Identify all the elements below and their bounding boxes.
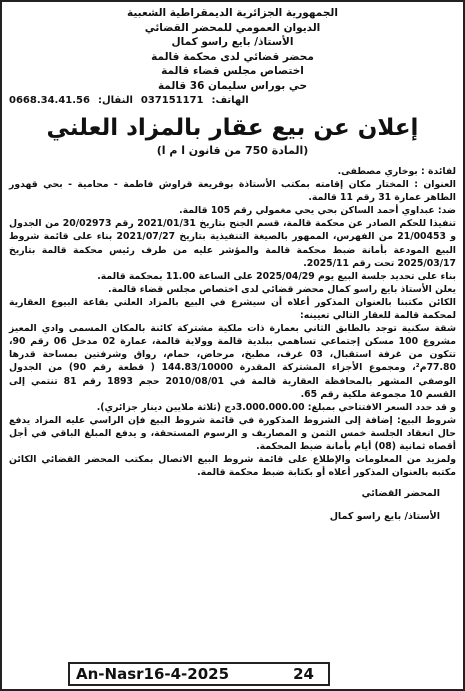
opening-price: و قد حدد السعر الافتتاحي بمبلغ: 3.000.000.00دج (ثلاثة ملايين دينار جزائري). — [96, 401, 456, 413]
phone-number: 037151171 — [140, 95, 204, 106]
header-line-bailiff-name: الأستاذ/ بايع راسو كمال — [171, 36, 294, 48]
signature-name: الأستاذ/ بايع راسو كمال — [329, 511, 440, 523]
signature-block — [9, 487, 456, 524]
header-line-republic: الجمهورية الجزائرية الديمقراطية الشعبية — [127, 7, 338, 19]
more-information: ولمزيد من المعلومات والإطلاع على قائمة شروط البيع الاتصال بمكتب المحضر القضائي الكائن مكتبه بالعنوان المذكور أعلاه أو بكتابة ضبط محكمة قالمة. — [9, 454, 456, 479]
header-line-address: حي بوراس سليمان 36 قالمة — [157, 79, 308, 92]
page-number: 24 — [293, 665, 314, 683]
judgment-execution-paragraph: تنفيذا للحكم الصادر عن محكمة قالمة، قسم الجنح بتاريخ 2021/01/31 رقم 20/02973 من الجدول و 21/00453 من الفهرس، الممهور بالصيغة التنفيذية بتاريخ 2021/07/27 بناء على قائمة شروط البيع المودعة بأمانة ضبط محكمة قالمة والمؤشر عليه من طرف رئيس محكمة قالمة بتاريخ 2025/03/17 تحت رقم 2025/11. — [9, 218, 457, 269]
property-description: شقة سكنية توجد بالطابق الثاني بعمارة ذات ملكية مشتركة كائنة بالمكان المسمى وادي المعيز مشروع 100 مسكن إجتماعي تساهمي ببلدية قالمة وولاية قالمة، عمارة 02 مدخل 06 رقم 90، تتكون من غرفة استقبال، 03 غرف، مطبخ، مرحاض، حمام، رواق وشرفتين بمساحة قدرها 77.80م²، ومجموع الأجزاء المشتركة المقدرة 144.83/10000 ( قطعة رقم 90) من الجدول الوصفي المشهر بالمحافظة العقارية قالمة في 2010/08/01 حجم 1893 رقم 81 تنتمي إلى القسم 10 مجموعة ملكية رقم 65. — [9, 323, 457, 400]
mobile-number: 0668.34.41.56 — [9, 95, 90, 106]
sale-venue-paragraph: الكائن مكتبنا بالعنوان المذكور أعلاه أن سيشرع في البيع بالمزاد العلني بقاعة البيوع العقارية لمحكمة قالمة للعقار التالي تعيينه: — [9, 296, 456, 322]
phone-label: الهاتف: — [211, 95, 249, 106]
legal-article-reference: (المادة 750 من قانون ا م ا) — [156, 144, 309, 157]
bailiff-announcement: يعلن الأستاذ بايع راسو كمال محضر قضائي لدى اختصاص مجلس قضاء قالمة. — [108, 283, 456, 295]
header-line-jurisdiction: اختصاص مجلس قضاء قالمة — [161, 65, 304, 77]
office-header — [9, 6, 456, 93]
sale-session-date: بناء على تحديد جلسة البيع يوم 2025/04/29 على الساعة 11.00 بمحكمة قالمة. — [97, 270, 456, 282]
mobile-label: النقال: — [97, 95, 133, 106]
sale-conditions: شروط البيع: إضافة إلى الشروط المذكورة في قائمة شروط البيع فإن الراسي عليه المزاد يدفع حال انعقاد الجلسة خمس الثمن و المصاريف و الرسوم المستحقة، و يدفع المبلغ الباقي في أجل أقصاه ثمانية (08) أيام بأمانة ضبط المحكمة. — [9, 414, 456, 452]
signature-role: المحضر القضائي — [361, 488, 440, 500]
announcement-body — [9, 165, 456, 479]
debtor-line: ضد: عبداوي أحمد الساكن بحي يحي مغمولي رقم 105 قالمة. — [179, 205, 456, 217]
header-line-court: محضر قضائي لدى محكمة قالمة — [151, 50, 314, 63]
contact-line — [9, 94, 456, 107]
announcement-title: إعلان عن بيع عقار بالمزاد العلني — [46, 115, 419, 141]
beneficiary-address: العنوان : المختار مكان إقامته بمكتب الأستاذة بوقريعة قراوش فاطمة - محامية - بحي قهدور الطاهر عمارة 31 رقم 11 قالمة. — [9, 179, 456, 204]
beneficiary-line: لفائدة : بوخاري مصطفى. — [337, 166, 456, 177]
publication-footer — [68, 662, 330, 686]
header-line-office: الديوان العمومي للمحضر القضائي — [144, 21, 321, 34]
publication-name-date: An-Nasr16-4-2025 — [76, 665, 230, 683]
